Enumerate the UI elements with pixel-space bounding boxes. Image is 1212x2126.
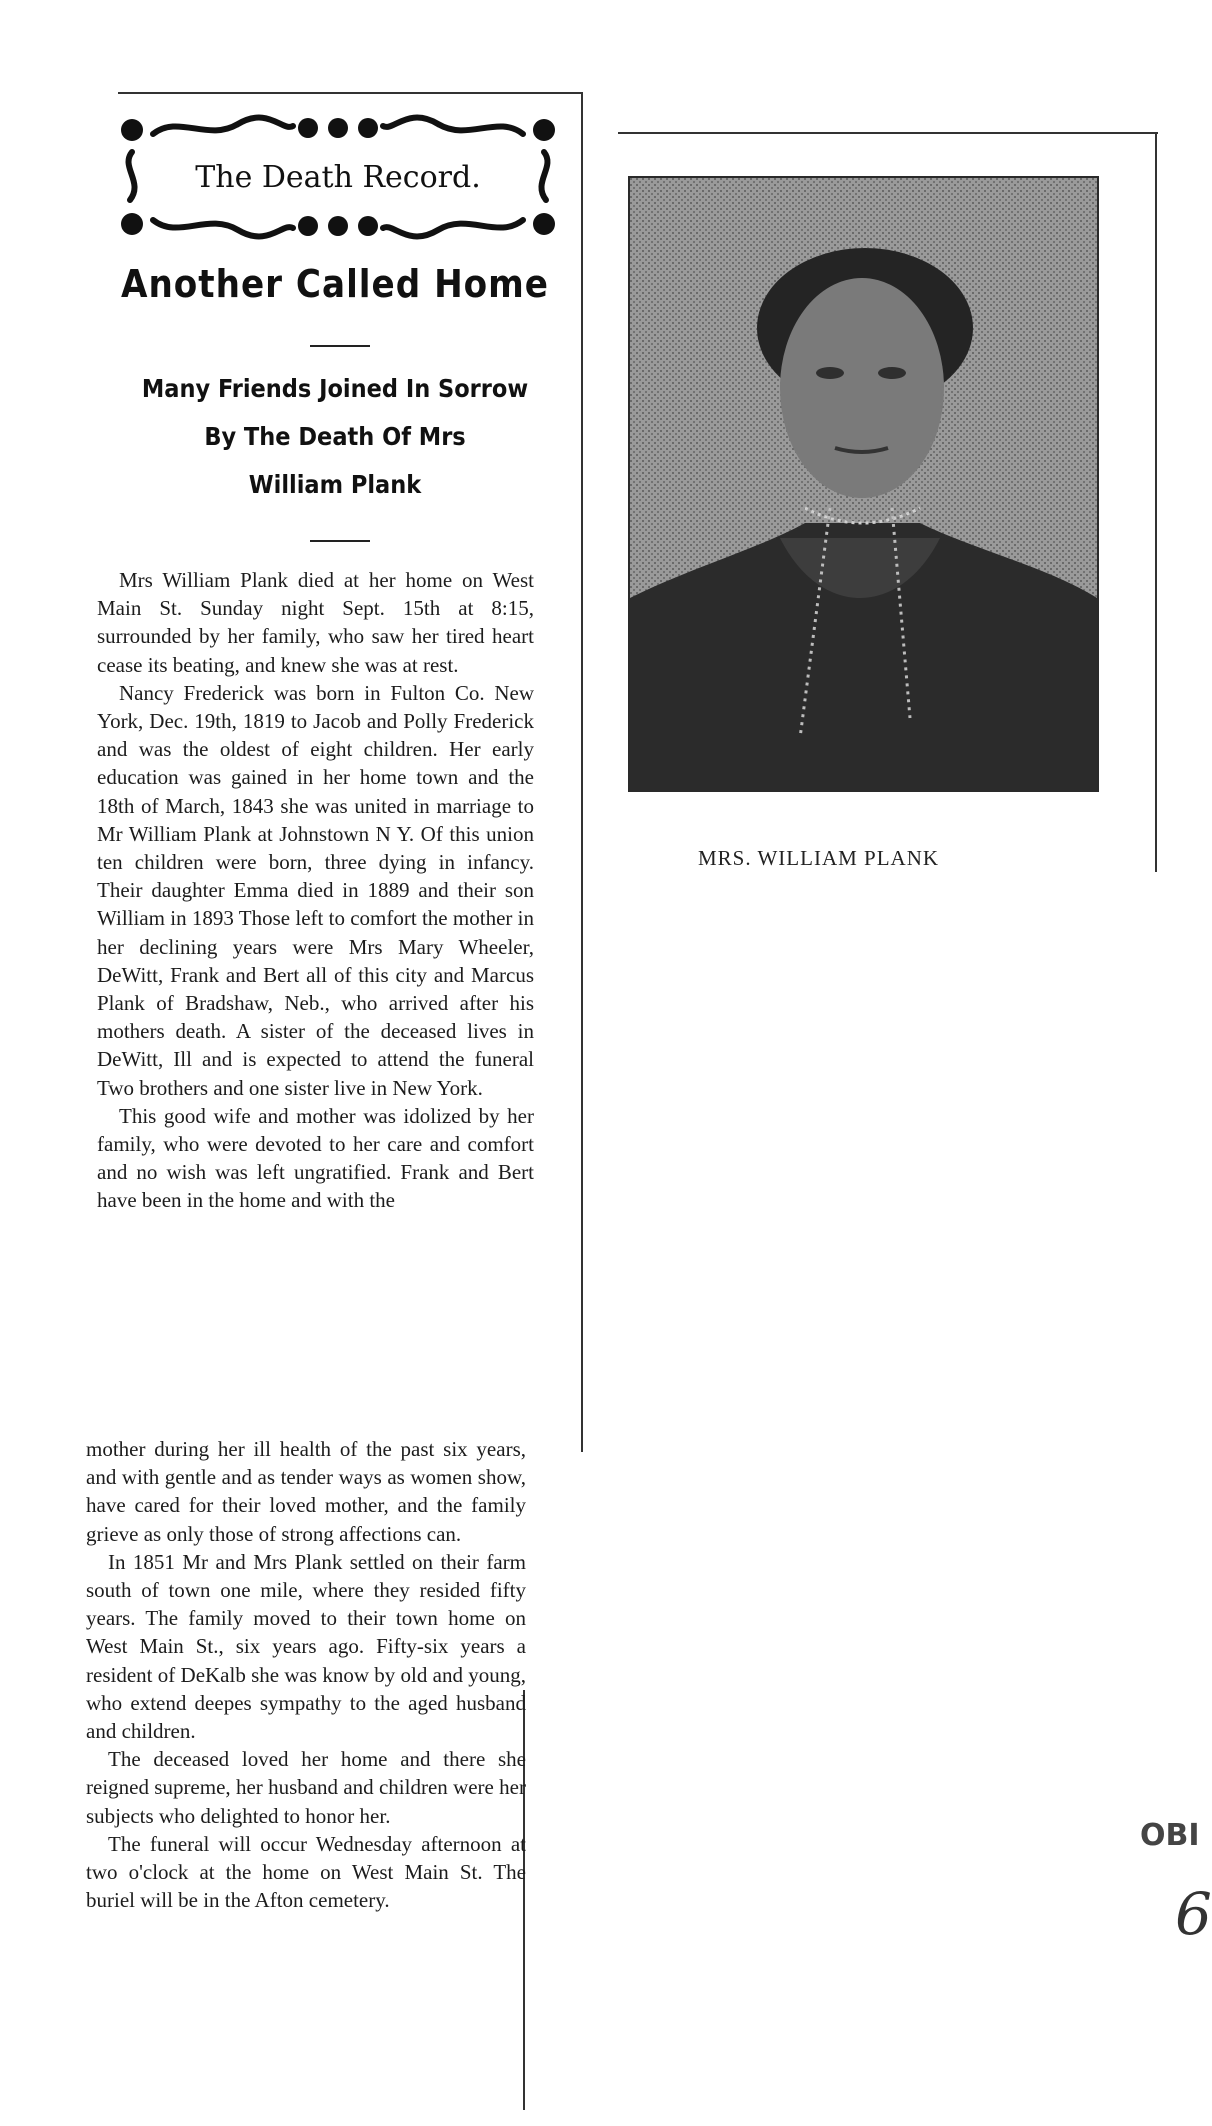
subheadline-line-1: Many Friends Joined In Sorrow <box>141 374 529 403</box>
article-paragraph: In 1851 Mr and Mrs Plank settled on their farm south of town one mile, where they resided fifty years. The family moved to their town home on West Main St., six years ago. Fifty-six years a resident of DeKalb she was know by old and young, who extend deepes sympathy to the aged husband and children. <box>86 1549 526 1744</box>
article-paragraph: Mrs William Plank died at her home on West Main St. Sunday night Sept. 15th at 8:15, surrounded by her family, who saw her tired heart cease its beating, and knew she was at rest. <box>97 568 534 677</box>
photo-clip-border-right <box>1155 132 1157 872</box>
photo-caption: MRS. WILLIAM PLANK <box>698 846 940 870</box>
article-paragraph: The funeral will occur Wednesday afternoon at two o'clock at the home on West Main St. The buriel will be in the Afton cemetery. <box>86 1831 526 1913</box>
obituary-column-lower <box>86 1435 526 1914</box>
column-border-right <box>581 92 583 1452</box>
article-paragraph: Nancy Frederick was born in Fulton Co. New York, Dec. 19th, 1819 to Jacob and Polly Frederick and was the oldest of eight children. Her early education was gained in her home town and the 18th of March, 1843 she was united in marriage to Mr William Plank at Johnstown N Y. Of this union ten children were born, three dying in infancy. Their daughter Emma died in 1889 and their son William in 1893 Those left to comfort the mother in her declining years were Mrs Mary Wheeler, DeWitt, Frank and Bert all of this city and Marcus Plank of Bradshaw, Neb., who arrived after his mothers death. A sister of the deceased lives in DeWitt, Ill and is expected to attend the funeral Two brothers and one sister live in New York. <box>97 680 534 1100</box>
photo-clip-border-top <box>618 132 1158 134</box>
article-paragraph: The deceased loved her home and there she reigned supreme, her husband and children were her subjects who delighted to honor her. <box>86 1747 526 1828</box>
portrait-image <box>630 178 1097 790</box>
obituary-column-upper <box>97 566 534 1215</box>
subheadline-line-2: By The Death Of Mrs <box>204 422 466 451</box>
article-paragraph: This good wife and mother was idolized by her family, who were devoted to her care and comfort and no wish was left ungratified. Frank and Bert have been in the home and with the <box>97 1103 534 1213</box>
headline: Another Called Home <box>121 262 549 306</box>
subheadline-line-3: William Plank <box>248 470 422 499</box>
death-record-banner <box>118 112 558 242</box>
column-border-top <box>118 92 583 94</box>
handwritten-page-number: 6 <box>1175 1880 1212 1948</box>
death-record-title: The Death Record. <box>195 160 481 195</box>
divider <box>310 345 370 347</box>
obi-margin-label: OBI <box>1140 1818 1200 1853</box>
article-paragraph: mother during her ill health of the past six years, and with gentle and as tender ways as women show, have cared for their loved mother, and the family grieve as only those of strong affections can. <box>86 1437 526 1546</box>
divider <box>310 540 370 542</box>
portrait-photo <box>628 176 1099 792</box>
